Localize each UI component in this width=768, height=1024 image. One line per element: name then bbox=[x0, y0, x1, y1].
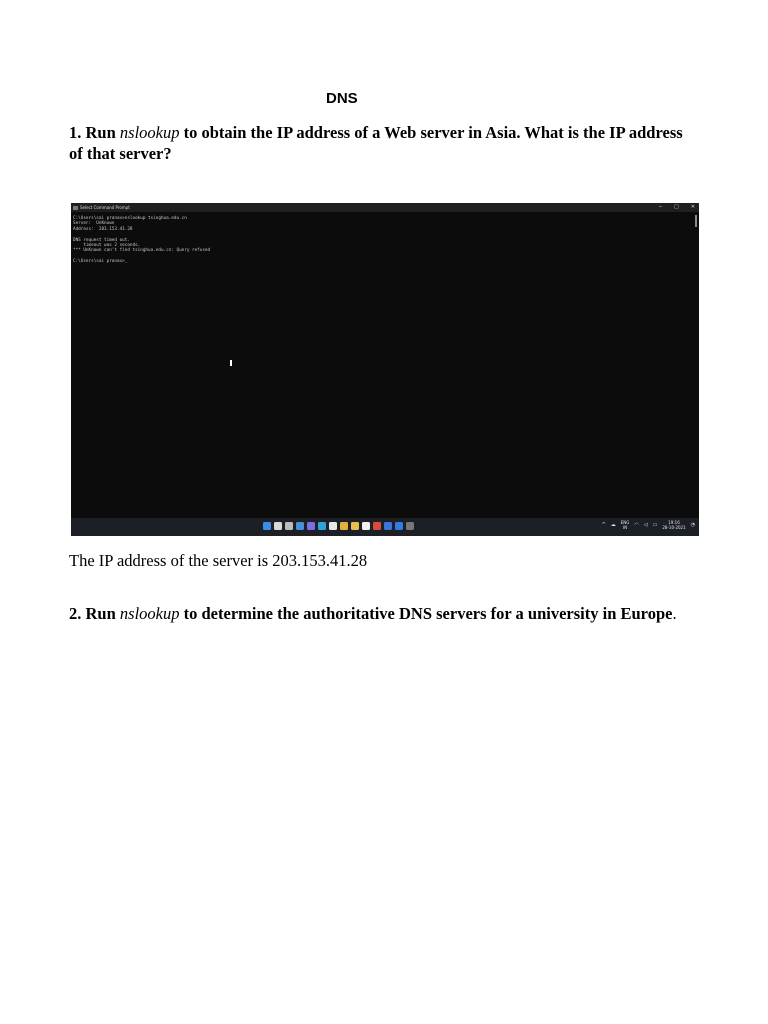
edge-icon bbox=[318, 522, 326, 530]
task-view-icon bbox=[285, 522, 293, 530]
question-1-text: to obtain the IP address of a Web server in Asia. What is the IP address of that server? bbox=[69, 123, 683, 163]
question-1-prefix: 1. Run bbox=[69, 123, 120, 142]
window-title: Select Command Prompt bbox=[80, 205, 130, 210]
store-icon bbox=[395, 522, 403, 530]
app-icon bbox=[373, 522, 381, 530]
clock-time: 19:16 bbox=[668, 520, 680, 525]
chat-icon bbox=[307, 522, 315, 530]
language-top: ENG bbox=[620, 520, 630, 525]
question-2 bbox=[69, 603, 699, 624]
teams-icon bbox=[384, 522, 392, 530]
power-icon bbox=[329, 522, 337, 530]
file-explorer-icon bbox=[351, 522, 359, 530]
battery-icon: ▭ bbox=[652, 522, 658, 528]
language-bottom: IN bbox=[623, 525, 628, 530]
notification-icon: ◔ bbox=[690, 522, 695, 528]
amazon-icon bbox=[362, 522, 370, 530]
window-controls bbox=[659, 203, 695, 212]
console-output: C:\Users\sai pranav>nslookup tsinghua.edu.cn Server: UnKnown Address: 203.153.41.28 DNS request timed out. timeout was 2 seconds. *** UnKnown can't find tsinghua.edu.cn: Query refused C:\Users\sai pranav>_ bbox=[73, 216, 211, 265]
maximize-icon: □ bbox=[674, 204, 679, 210]
taskbar bbox=[71, 518, 699, 536]
tray-chevron-icon: ^ bbox=[601, 522, 606, 528]
text-cursor-icon bbox=[230, 360, 232, 366]
cmd-app-icon bbox=[73, 206, 78, 210]
chrome-icon bbox=[340, 522, 348, 530]
system-tray bbox=[602, 520, 695, 530]
document-title: DNS bbox=[326, 90, 358, 107]
question-2-period: . bbox=[672, 604, 677, 623]
clock bbox=[662, 520, 685, 530]
wifi-icon: ◠ bbox=[634, 522, 639, 528]
command-prompt-screenshot bbox=[71, 203, 699, 536]
terminal-icon bbox=[406, 522, 414, 530]
windows-start-icon bbox=[263, 522, 271, 530]
volume-icon: ◁ bbox=[643, 522, 648, 528]
widgets-icon bbox=[296, 522, 304, 530]
question-1-command: nslookup bbox=[119, 123, 180, 142]
console-scrollbar bbox=[695, 215, 697, 227]
cloud-icon: ☁ bbox=[610, 522, 616, 528]
search-icon bbox=[274, 522, 282, 530]
close-icon: ✕ bbox=[690, 204, 695, 210]
question-1 bbox=[69, 122, 699, 164]
window-titlebar bbox=[71, 203, 699, 212]
question-2-command: nslookup bbox=[119, 604, 180, 623]
question-2-text: to determine the authoritative DNS servers for a university in Europe bbox=[179, 604, 673, 623]
answer-1: The IP address of the server is 203.153.41.28 bbox=[69, 551, 368, 570]
clock-date: 28-10-2021 bbox=[662, 525, 686, 530]
minimize-icon: ─ bbox=[659, 204, 663, 210]
language-indicator bbox=[621, 520, 630, 530]
taskbar-icons bbox=[263, 522, 414, 530]
question-2-prefix: 2. Run bbox=[69, 604, 120, 623]
